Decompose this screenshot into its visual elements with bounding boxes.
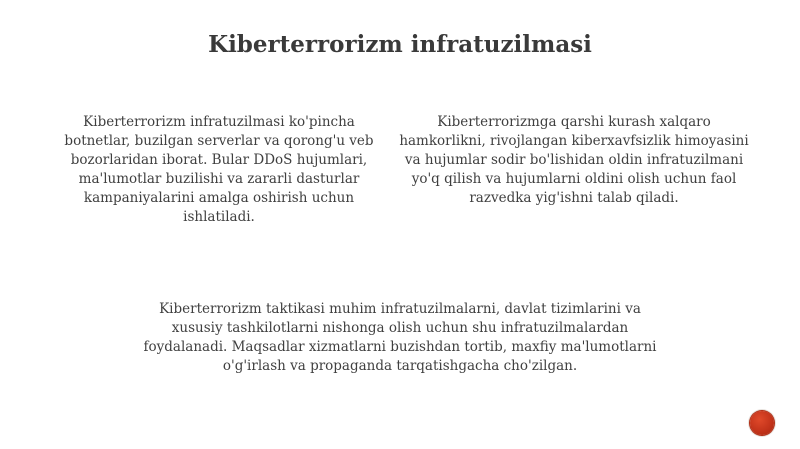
paragraph-right: Kiberterrorizmga qarshi kurash xalqaro hamkorlikni, rivojlangan kiberxavfsizlik himoyasini va hujumlar sodir bo'lishidan oldin infratuzilmani yo'q qilish va hujumlarni oldini olish uchun faol razvedka yig'ishni talab qiladi. xyxy=(399,114,749,206)
paragraph-bottom: Kiberterrorizm taktikasi muhim infratuzilmalarni, davlat tizimlarini va xususiy tashkilotlarni nishonga olish uchun shu infratuzilmalardan foydalanadi. Maqsadlar xizmatlarni buzishdan tortib, maxfiy ma'lumotlarni o'g'irlash va propaganda tarqatishgacha cho'zilgan. xyxy=(143,301,657,374)
paragraph-left: Kiberterrorizm infratuzilmasi ko'pincha botnetlar, buzilgan serverlar va qorong'u veb bozorlaridan iborat. Bular DDoS hujumlari, ma'lumotlar buzilishi va zararli dasturlar kampaniyalarini amalga oshirish uchun ishlatiladi. xyxy=(64,114,374,225)
next-slide-icon xyxy=(750,411,774,435)
next-slide-button[interactable] xyxy=(748,409,776,437)
slide-title: Kiberterrorizm infratuzilmasi xyxy=(208,31,592,58)
